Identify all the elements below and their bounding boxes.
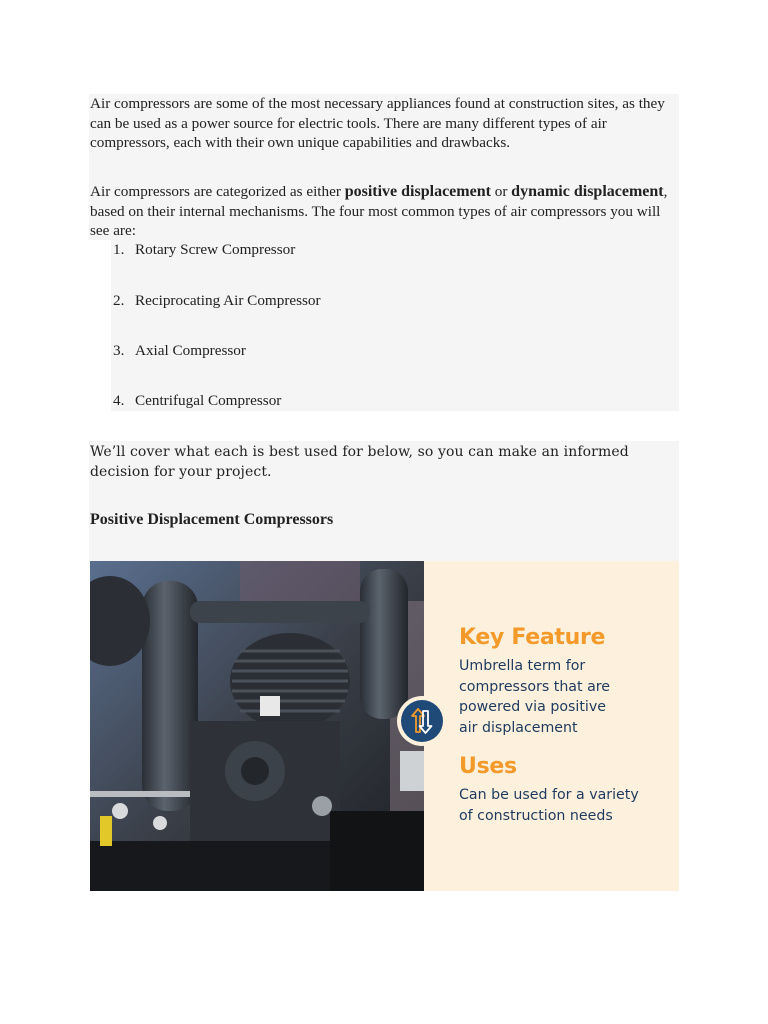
cover-block — [89, 441, 679, 561]
infographic — [90, 561, 679, 891]
intro-block — [89, 94, 679, 411]
feature-panel — [424, 561, 679, 891]
categories-text-2: or — [490, 183, 512, 200]
key-feature-text: Umbrella term for compressors that are powered via positive air displacement — [459, 658, 611, 736]
uses-text: Can be used for a variety of construction needs — [459, 787, 639, 824]
list-item: 1. Rotary Screw Compressor — [113, 241, 296, 258]
compressor-photo — [90, 561, 424, 891]
badge — [397, 696, 447, 746]
list-indent-gap — [89, 240, 111, 411]
uses-title: Uses — [459, 754, 517, 779]
categories-paragraph — [90, 182, 680, 241]
up-down-arrows-icon — [401, 700, 443, 742]
list-item: 3. Axial Compressor — [113, 342, 246, 359]
intro-paragraph: Air compressors are some of the most necessary appliances found at construction sites, as they can be used as a power source for electric tools. There are many different types of air compressors, each with their own unique capabilities and drawbacks. — [90, 95, 665, 151]
categories-text-3: , based on their internal mechanisms. The four most common types of air compressors you will see are: — [90, 183, 668, 239]
categories-text-1: Air compressors are categorized as either — [90, 183, 345, 200]
positive-displacement-term: positive displacement — [344, 183, 491, 200]
cover-paragraph: We’ll cover what each is best used for below, so you can make an informed decision for your project. — [90, 444, 629, 480]
section-heading: Positive Displacement Compressors — [90, 511, 334, 528]
list-item: 2. Reciprocating Air Compressor — [113, 292, 321, 309]
dynamic-displacement-term: dynamic displacement — [511, 183, 664, 200]
list-item: 4. Centrifugal Compressor — [113, 392, 282, 409]
key-feature-title: Key Feature — [459, 625, 606, 650]
